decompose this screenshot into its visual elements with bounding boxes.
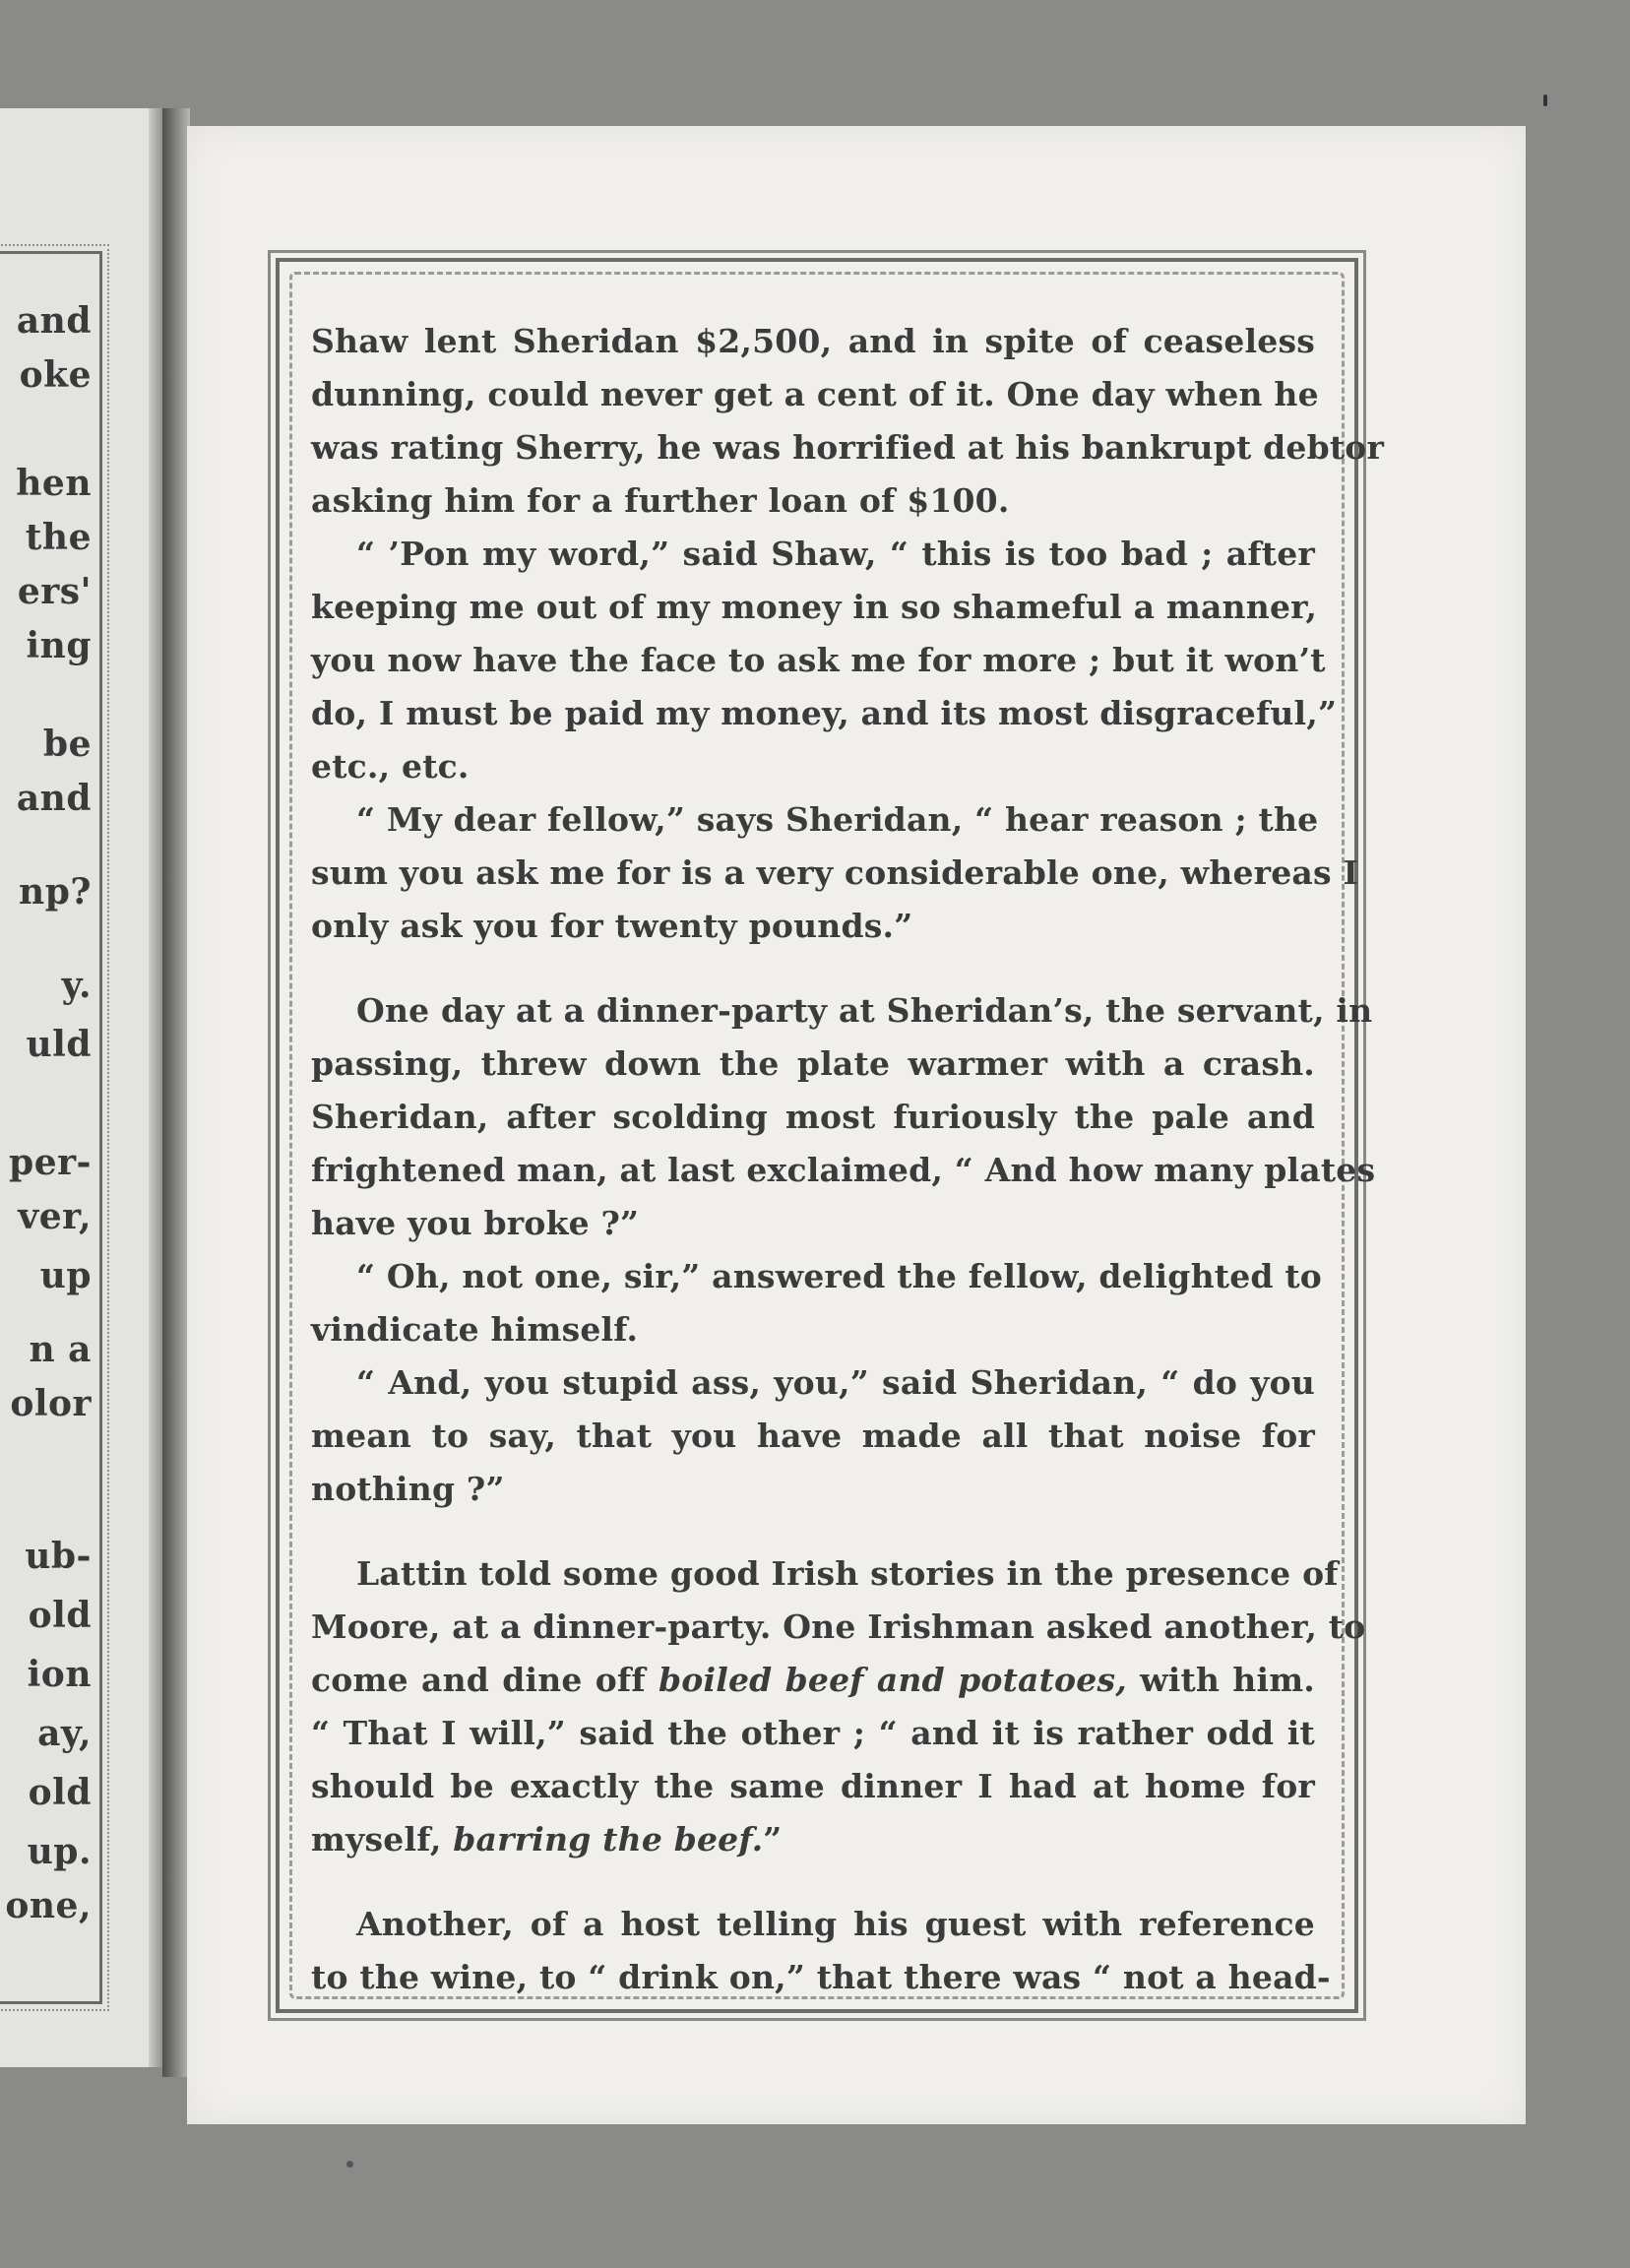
text-line: “ ’Pon my word,” said Shaw, “ this is too bad ; after [356,535,1315,573]
left-page-text-fragment: old [28,1595,92,1636]
left-page-text-fragment: ion [27,1654,92,1695]
left-page-text-fragment: old [28,1772,92,1813]
text-line: One day at a dinner-party at Sheridan’s, the servant, in [356,991,1373,1030]
text-line-end: with him. [1126,1661,1316,1699]
text-line: should be exactly the same dinner I had at home for [311,1767,1315,1805]
text-line [311,1813,1315,1866]
text-line: passing, threw down the plate warmer with a crash. [311,1044,1315,1083]
left-page-text-fragment: ver, [18,1196,92,1237]
left-page-text-fragment: one, [5,1885,92,1926]
left-page-text-fragment: uld [26,1024,92,1065]
left-page-text-fragment: and [16,778,92,819]
text-line: “ That I will,” said the other ; “ and it is rather odd it [311,1714,1315,1752]
dust-speck [1543,94,1547,106]
text-line: etc., etc. [311,747,470,786]
text-line: to the wine, to “ drink on,” that there was “ not a head- [311,1958,1331,1996]
left-page-text-fragment: per- [9,1142,92,1183]
text-line: “ And, you stupid ass, you,” said Sheridan, “ do you [356,1363,1315,1402]
text-line: Shaw lent Sheridan $2,500, and in spite of ceaseless [311,322,1315,360]
text-line: Sheridan, after scolding most furiously the pale and [311,1098,1315,1136]
text-line: frightened man, at last exclaimed, “ And how many plates [311,1151,1376,1189]
left-page-text-fragment: and [16,300,92,342]
text-line: have you broke ?” [311,1204,640,1242]
text-line: you now have the face to ask me for more ; but it won’t [311,641,1326,679]
left-page-text-fragment: up. [27,1831,92,1872]
left-page-text-fragment: the [25,517,92,558]
text-line: Lattin told some good Irish stories in the presence of [356,1554,1339,1593]
left-page-text-fragment: ing [26,625,92,666]
text-line: was rating Sherry, he was horrified at his bankrupt debtor [311,428,1385,467]
text-line: asking him for a further loan of $100. [311,481,1010,520]
text-line: only ask you for twenty pounds.” [311,907,913,945]
text-line [311,1654,1315,1707]
italic-phrase: boiled beef and potatoes, [658,1661,1127,1699]
text-line: do, I must be paid my money, and its most disgraceful,” [311,694,1338,732]
text-line-start: myself, [311,1820,454,1858]
left-page-text-fragment: be [42,724,92,765]
book-gutter [162,108,190,2077]
left-page-text-fragment: hen [16,463,92,504]
text-line-start: come and dine off [311,1661,658,1699]
left-page-text-fragment: olor [10,1383,92,1424]
text-line: vindicate himself. [311,1310,639,1349]
left-page-text-fragment: ay, [37,1713,92,1754]
italic-phrase: barring the beef. [453,1820,764,1858]
text-line: Another, of a host telling his guest with reference [356,1905,1315,1943]
text-line: Moore, at a dinner-party. One Irishman asked another, to [311,1607,1366,1646]
left-page-text-fragment: oke [19,354,92,396]
left-page-text-fragment: y. [61,965,92,1006]
text-line: sum you ask me for is a very considerable one, whereas I [311,853,1359,892]
left-page-text-fragment: np? [19,871,92,913]
text-line: “ Oh, not one, sir,” answered the fellow, delighted to [356,1257,1323,1295]
page-text [311,315,1385,2004]
text-line: keeping me out of my money in so shameful a manner, [311,588,1318,626]
ink-dot [346,2161,353,2168]
left-page-fragment [0,108,162,2067]
text-line: mean to say, that you have made all that noise for [311,1417,1315,1455]
text-line: dunning, could never get a cent of it. One day when he [311,375,1319,413]
left-page-text-fragment: ers' [17,571,92,612]
text-line-end: ” [763,1820,783,1858]
left-page-text-fragment: n a [29,1329,92,1370]
left-page-text-fragment: ub- [25,1536,92,1577]
left-page-text-fragment: up [39,1255,92,1296]
text-line: “ My dear fellow,” says Sheridan, “ hear reason ; the [356,800,1319,839]
text-line: nothing ?” [311,1470,505,1508]
